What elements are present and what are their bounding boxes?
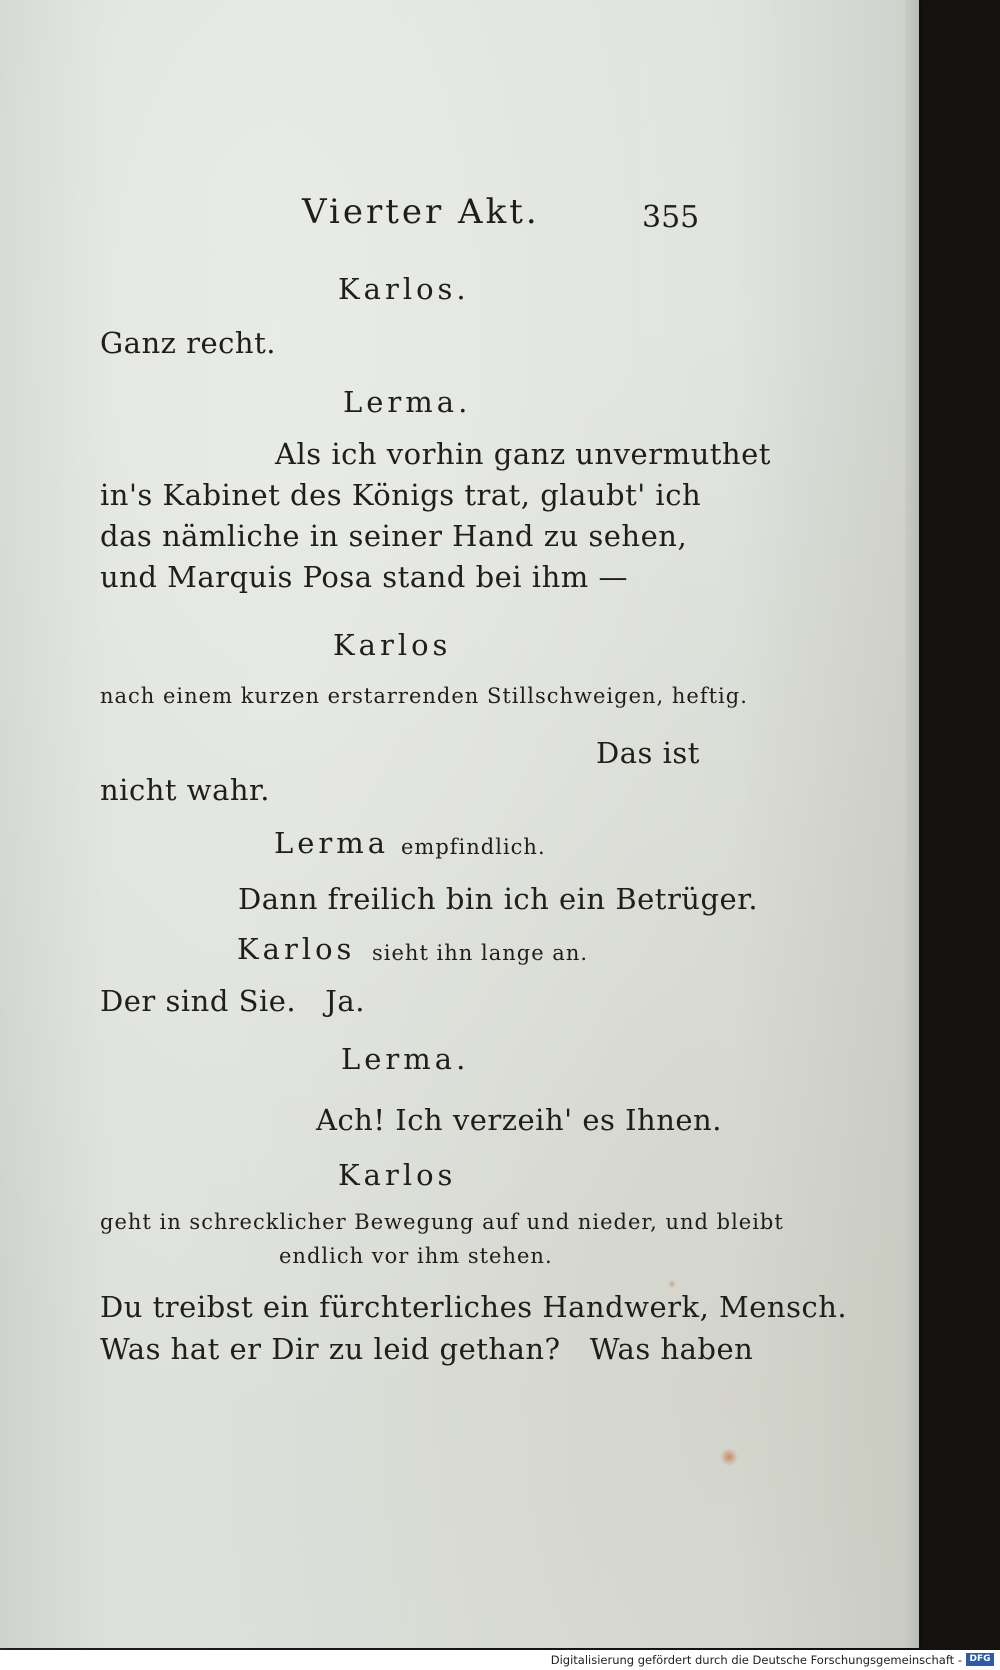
running-head: Vierter Akt. [302,192,540,232]
speaker-name: Karlos [333,628,452,662]
dfg-logo: DFG [966,1653,994,1666]
verse-line: Ach! Ich verzeih' es Ihnen. [316,1103,722,1137]
verse-line: Als ich vorhin ganz unvermuthet [275,437,771,471]
stage-direction: sieht ihn lange an. [372,941,589,965]
page-number: 355 [642,200,700,235]
verse-line: Was hat er Dir zu leid gethan? Was haben [100,1332,754,1366]
foxing-stain [668,1280,676,1288]
stage-direction: empfindlich. [401,835,546,859]
speaker-name: Lerma. [343,385,472,419]
stage-direction: geht in schrecklicher Bewegung auf und nieder, und bleibt [100,1210,784,1234]
verse-line: Der sind Sie. Ja. [100,984,365,1018]
funding-notice: Digitalisierung gefördert durch die Deutsche Forschungsgemeinschaft - [550,1653,962,1667]
verse-line: und Marquis Posa stand bei ihm — [100,560,628,594]
stage-direction: nach einem kurzen erstarrenden Stillschweigen, heftig. [100,684,748,708]
foxing-stain [720,1448,738,1466]
speaker-name: Lerma. [341,1042,470,1076]
verse-line: nicht wahr. [100,773,270,807]
speaker-name: Lerma [274,826,390,860]
speaker-name: Karlos [338,1158,457,1192]
speaker-name: Karlos. [338,272,470,306]
stage-direction: endlich vor ihm stehen. [279,1244,553,1268]
verse-line: Das ist [596,736,700,770]
verse-line: Dann freilich bin ich ein Betrüger. [238,882,759,916]
verse-line: Du treibst ein fürchterliches Handwerk, Mensch. [100,1290,848,1324]
verse-line: in's Kabinet des Königs trat, glaubt' ich [100,478,702,512]
page-edge [905,0,919,1648]
speaker-name: Karlos [237,932,356,966]
verse-line: das nämliche in seiner Hand zu sehen, [100,519,688,553]
verse-line: Ganz recht. [100,326,276,360]
